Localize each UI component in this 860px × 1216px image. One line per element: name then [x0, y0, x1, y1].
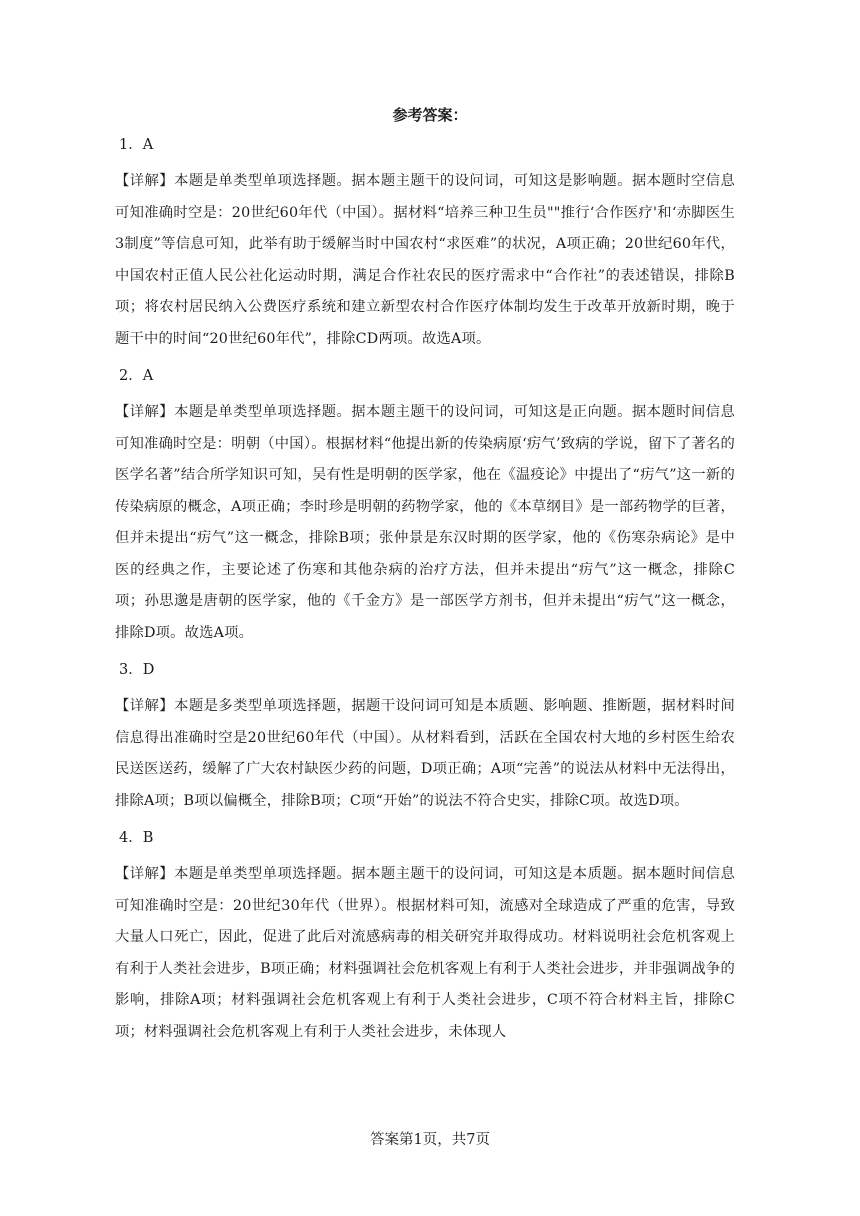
- answer-explanation: 【详解】本题是多类型单项选择题，据题干设问词可知是本质题、影响题、推断题，据材料时间信息得出准确时空是20世纪60年代（中国）。从材料看到，活跃在全国农村大地的乡村医生给农民送医送药，缓解了广大农村缺医少药的问题，D项正确；A项“完善”的说法从材料中无法得出，排除A项；B项以偏概全，排除B项；C项“开始”的说法不符合史实，排除C项。故选D项。: [115, 698, 735, 809]
- page-title: 参考答案：: [392, 106, 468, 124]
- answer-label: 1．A: [119, 137, 154, 153]
- answer-explanation: 【详解】本题是单类型单项选择题。据本题主题干的设问词，可知这是本质题。据本题时间信息可知准确时空是：20世纪30年代（世界）。根据材料可知，流感对全球造成了严重的危害，导致大量人口死亡，因此，促进了此后对流感病毒的相关研究并取得成功。材料说明社会危机客观上有利于人类社会进步，B项正确；材料强调社会危机客观上有利于人类社会进步，并非强调战争的影响，排除A项；材料强调社会危机客观上有利于人类社会进步，C项不符合材料主旨，排除C项；材料强调社会危机客观上有利于人类社会进步，未体现人: [115, 866, 735, 1040]
- answer-item: [115, 133, 735, 355]
- answer-list: [115, 133, 735, 1057]
- answer-item: [115, 658, 735, 817]
- answer-item: [115, 826, 735, 1048]
- answer-label: 4．B: [119, 830, 154, 846]
- answer-label: 2．A: [119, 368, 154, 384]
- answer-explanation: 【详解】本题是单类型单项选择题。据本题主题干的设问词，可知这是正向题。据本题时间信息可知准确时空是：明朝（中国）。根据材料“他提出新的传染病原‘疠气’致病的学说，留下了著名的医学名著”结合所学知识可知，吴有性是明朝的医学家，他在《温疫论》中提出了“疠气”这一新的传染病原的概念，A项正确；李时珍是明朝的药物学家，他的《本草纲目》是一部药物学的巨著，但并未提出“疠气”这一概念，排除B项；张仲景是东汉时期的医学家，他的《伤寒杂病论》是中医的经典之作，主要论述了伤寒和其他杂病的治疗方法，但并未提出“疠气”这一概念，排除C项；孙思邈是唐朝的医学家，他的《千金方》是一部医学方剂书，但并未提出“疠气”这一概念，排除D项。故选A项。: [115, 404, 735, 641]
- page-footer: 答案第1页，共7页: [370, 1132, 490, 1148]
- answer-label: 3．D: [119, 662, 155, 678]
- answer-item: [115, 364, 735, 649]
- answer-explanation: 【详解】本题是单类型单项选择题。据本题主题干的设问词，可知这是影响题。据本题时空信息可知准确时空是：20世纪60年代（中国）。据材料“培养三种卫生员""推行‘合作医疗'和‘赤脚医生3制度”等信息可知，此举有助于缓解当时中国农村“求医难”的状况，A项正确；20世纪60年代，中国农村正值人民公社化运动时期，满足合作社农民的医疗需求中“合作社”的表述错误，排除B项；将农村居民纳入公费医疗系统和建立新型农村合作医疗体制均发生于改革开放新时期，晚于题干中的时间“20世纪60年代”，排除CD两项。故选A项。: [115, 173, 735, 347]
